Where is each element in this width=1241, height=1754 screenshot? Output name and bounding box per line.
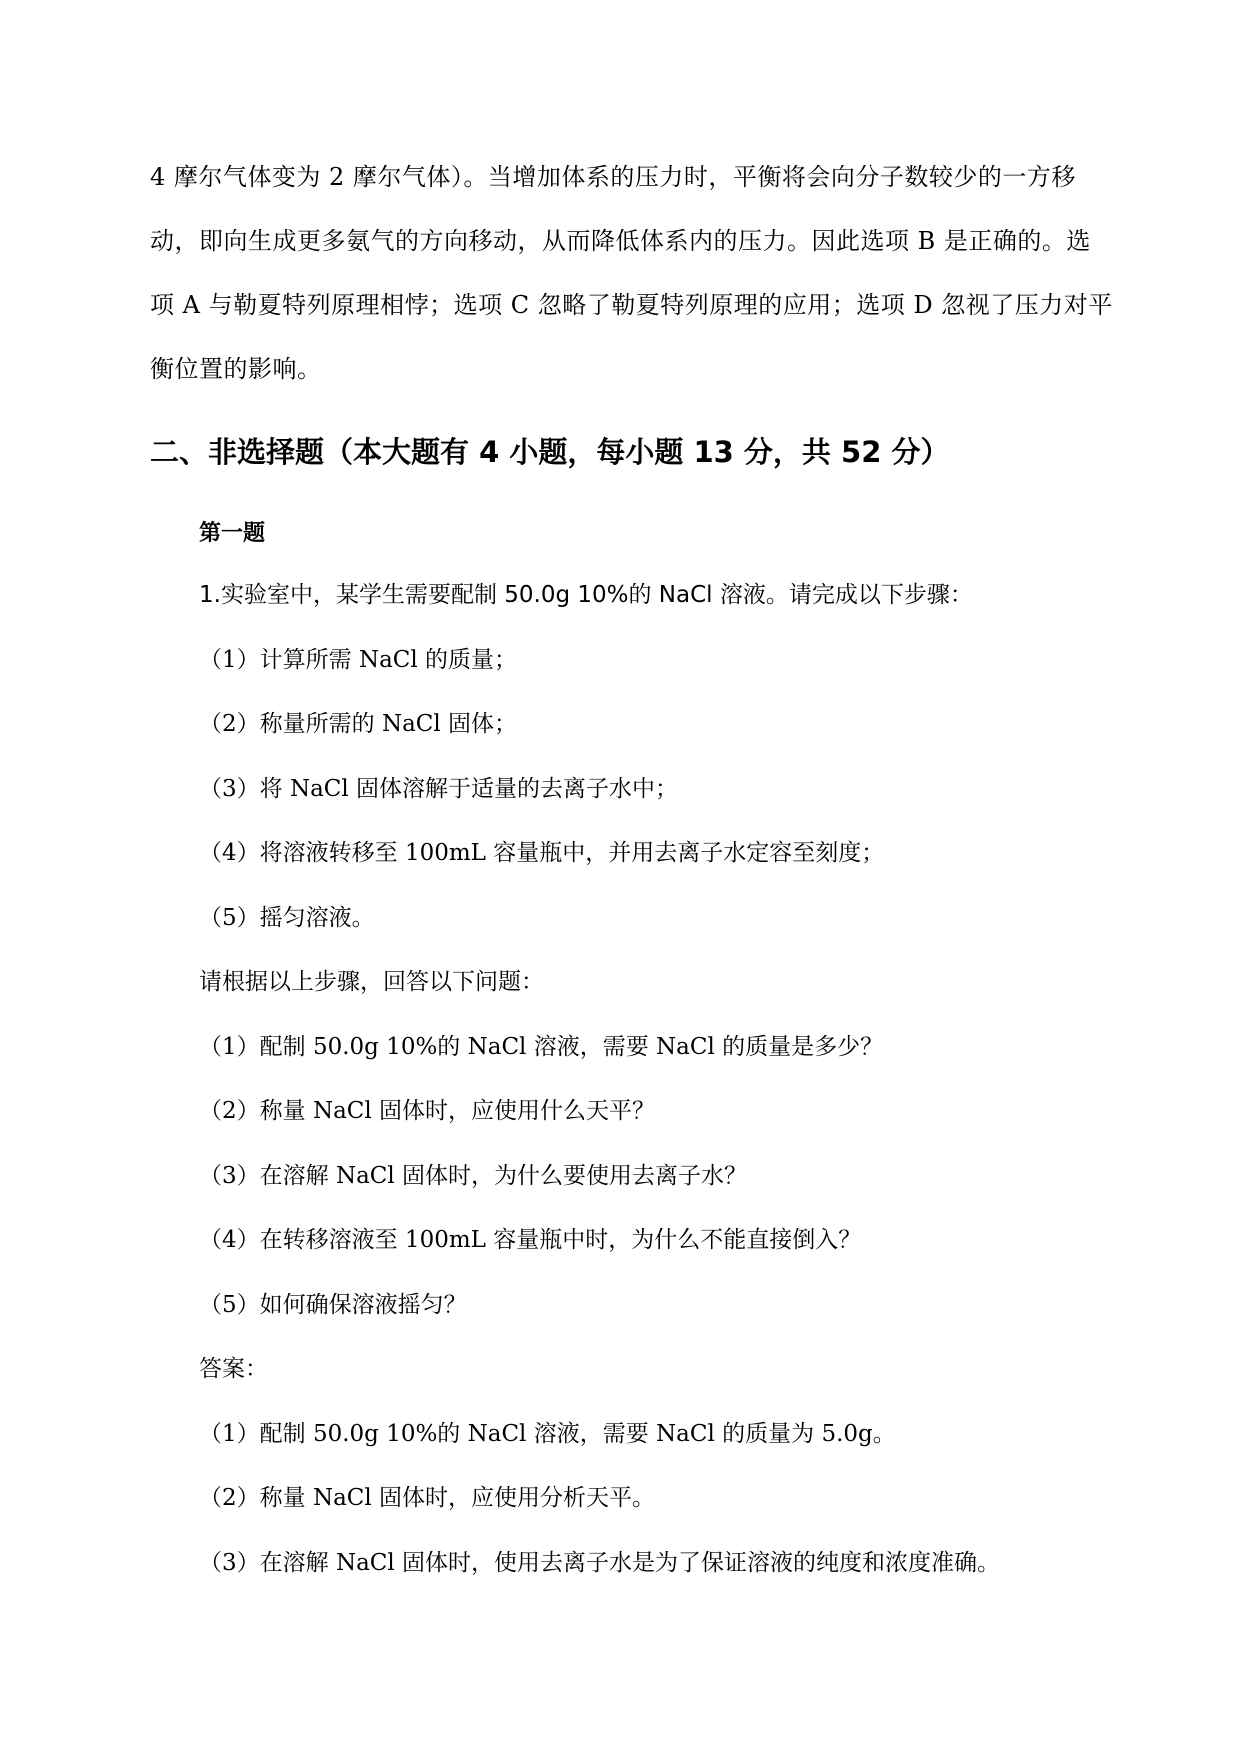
question-heading: 第一题	[199, 521, 266, 546]
intro-line: 衡位置的影响。	[150, 355, 322, 383]
sub-question: （3）在溶解 NaCl 固体时，为什么要使用去离子水？	[199, 1162, 748, 1189]
step-item: （2）称量所需的 NaCl 固体；	[199, 711, 518, 737]
question-stem: 1.实验室中，某学生需要配制 50.0g 10%的 NaCl 溶液。请完成以下步骤：	[199, 582, 973, 608]
step-item: （3）将 NaCl 固体溶解于适量的去离子水中；	[199, 775, 679, 802]
sub-question: （1）配制 50.0g 10%的 NaCl 溶液，需要 NaCl 的质量是多少？	[199, 1033, 884, 1060]
answer-label: 答案：	[199, 1356, 268, 1382]
step-item: （1）计算所需 NaCl 的质量；	[199, 646, 518, 673]
answer-item: （3）在溶解 NaCl 固体时，使用去离子水是为了保证溶液的纯度和浓度准确。	[199, 1549, 1001, 1576]
intro-line: 动，即向生成更多氨气的方向移动，从而降低体系内的压力。因此选项 B 是正确的。选	[150, 227, 1091, 255]
answer-item: （1）配制 50.0g 10%的 NaCl 溶液，需要 NaCl 的质量为 5.0g。	[199, 1420, 896, 1447]
sub-question: （5）如何确保溶液摇匀？	[199, 1291, 467, 1318]
intro-line: 项 A 与勒夏特列原理相悖；选项 C 忽略了勒夏特列原理的应用；选项 D 忽视了压力对平	[150, 291, 1113, 319]
section-title: 二、非选择题（本大题有 4 小题，每小题 13 分，共 52 分）	[150, 435, 950, 469]
answer-item: （2）称量 NaCl 固体时，应使用分析天平。	[199, 1485, 656, 1511]
intro-line: 4 摩尔气体变为 2 摩尔气体）。当增加体系的压力时，平衡将会向分子数较少的一方移	[150, 163, 1076, 191]
step-item: （4）将溶液转移至 100mL 容量瓶中，并用去离子水定容至刻度；	[199, 840, 885, 866]
step-item: （5）摇匀溶液。	[199, 904, 375, 931]
intro-paragraph	[150, 145, 1113, 401]
sub-question: （2）称量 NaCl 固体时，应使用什么天平？	[199, 1098, 656, 1124]
question-body	[199, 580, 1099, 1612]
sub-question: （4）在转移溶液至 100mL 容量瓶中时，为什么不能直接倒入？	[199, 1227, 862, 1253]
question-prompt: 请根据以上步骤，回答以下问题：	[199, 969, 544, 995]
